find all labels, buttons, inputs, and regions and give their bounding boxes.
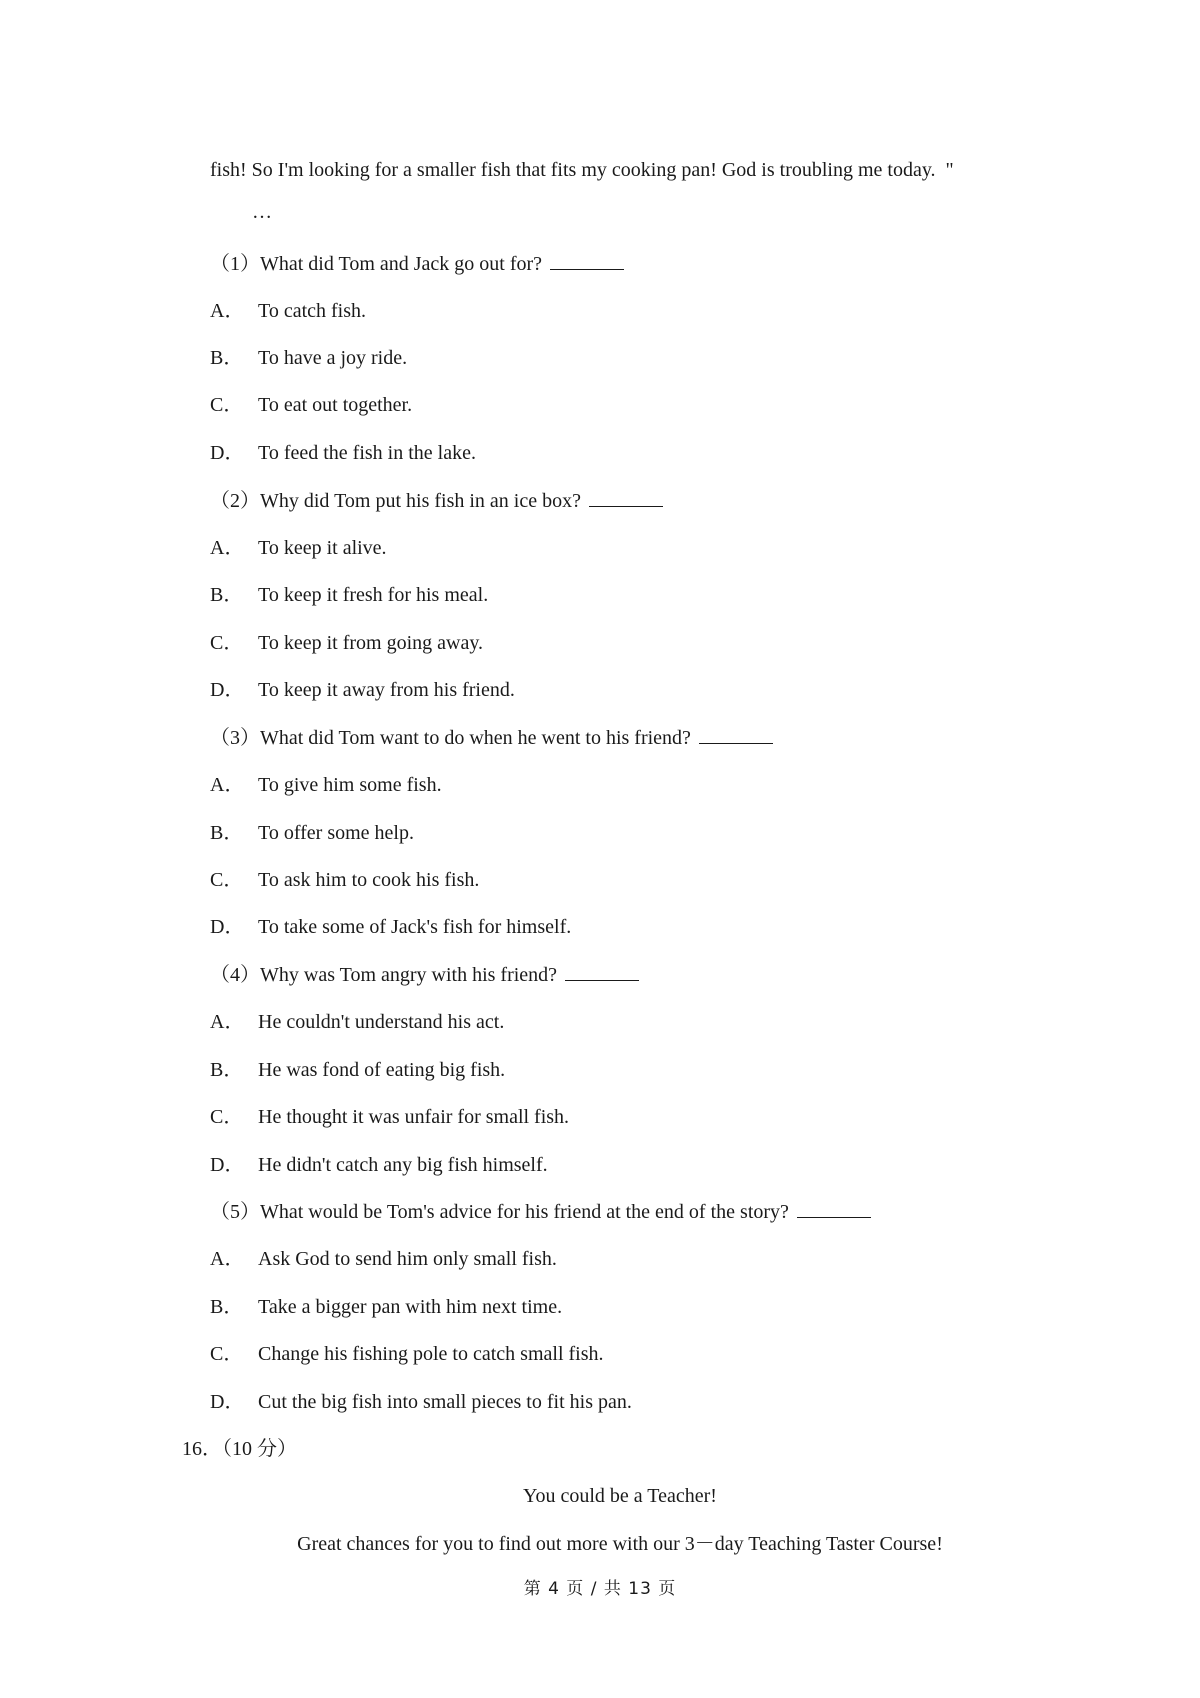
option-text: To have a joy ride. [258,347,408,369]
option-text: To catch fish. [258,300,367,322]
option-d [210,677,515,703]
option-text: He was fond of eating big fish. [258,1059,506,1081]
section-16-subtitle: Great chances for you to find out more with our 3－day Teaching Taster Course! [297,1533,943,1555]
option-text: To offer some help. [258,822,414,844]
question-number: （1） [210,253,260,275]
option-letter: D． [210,679,245,701]
option-d [210,440,476,466]
answer-blank [699,725,773,744]
option-letter: D． [210,916,245,938]
option-letter: D． [210,1154,245,1176]
option-letter: B． [210,1296,244,1318]
option-text: Take a bigger pan with him next time. [258,1296,563,1318]
answer-blank [565,962,639,981]
option-d [210,1389,632,1415]
question-text: Why was Tom angry with his friend? [260,964,558,986]
option-b [210,1294,562,1320]
question-number: （5） [210,1201,260,1223]
option-letter: A． [210,300,245,322]
option-text: Change his fishing pole to catch small fish. [258,1343,604,1365]
option-c [210,1104,569,1130]
option-text: To keep it alive. [258,537,387,559]
question-5 [210,1199,871,1225]
answer-blank [550,251,624,270]
option-letter: A． [210,774,245,796]
option-b [210,1057,505,1083]
option-text: Cut the big fish into small pieces to fit his pan. [258,1391,632,1413]
question-number: （4） [210,964,260,986]
option-d [210,914,571,940]
option-d [210,1152,548,1178]
option-a [210,298,366,324]
option-text: To eat out together. [258,394,413,416]
option-letter: C． [210,1343,244,1365]
option-b [210,582,488,608]
section-16-heading: 16．（10 分） [182,1438,297,1460]
option-a [210,1009,504,1035]
option-letter: C． [210,1106,244,1128]
option-text: He couldn't understand his act. [258,1011,505,1033]
question-number: （3） [210,727,260,749]
option-text: To ask him to cook his fish. [258,869,480,891]
option-text: To give him some fish. [258,774,442,796]
section-16-title: You could be a Teacher! [523,1485,717,1507]
question-2 [210,488,663,514]
option-c [210,1341,604,1367]
option-text: To feed the fish in the lake. [258,442,476,464]
answer-blank [797,1199,871,1218]
question-1 [210,251,624,277]
option-letter: A． [210,1011,245,1033]
option-b [210,820,414,846]
option-a [210,772,442,798]
option-letter: C． [210,869,244,891]
option-letter: C． [210,632,244,654]
question-number: （2） [210,490,260,512]
option-letter: D． [210,442,245,464]
question-text: What did Tom want to do when he went to his friend? [260,727,691,749]
page-footer: 第 4 页 / 共 13 页 [523,1579,677,1599]
option-a [210,1246,557,1272]
option-letter: B． [210,822,244,844]
option-c [210,867,479,893]
question-3 [210,725,773,751]
passage-last-line: fish! So I'm looking for a smaller fish that fits my cooking pan! God is troubling me today. " [210,159,954,181]
option-letter: B． [210,1059,244,1081]
option-c [210,630,483,656]
option-letter: B． [210,347,244,369]
answer-blank [589,488,663,507]
option-text: Ask God to send him only small fish. [258,1248,557,1270]
question-4 [210,962,639,988]
option-text: To take some of Jack's fish for himself. [258,916,572,938]
option-text: He thought it was unfair for small fish. [258,1106,570,1128]
passage-ellipsis: … [252,201,272,223]
option-text: To keep it away from his friend. [258,679,515,701]
question-text: What would be Tom's advice for his friend at the end of the story? [260,1201,789,1223]
option-letter: D． [210,1391,245,1413]
question-text: What did Tom and Jack go out for? [260,253,543,275]
option-text: To keep it fresh for his meal. [258,584,489,606]
option-b [210,345,407,371]
option-text: He didn't catch any big fish himself. [258,1154,548,1176]
option-letter: C． [210,394,244,416]
option-letter: B． [210,584,244,606]
option-letter: A． [210,537,245,559]
option-letter: A． [210,1248,245,1270]
option-text: To keep it from going away. [258,632,484,654]
option-c [210,392,412,418]
question-text: Why did Tom put his fish in an ice box? [260,490,581,512]
option-a [210,535,387,561]
